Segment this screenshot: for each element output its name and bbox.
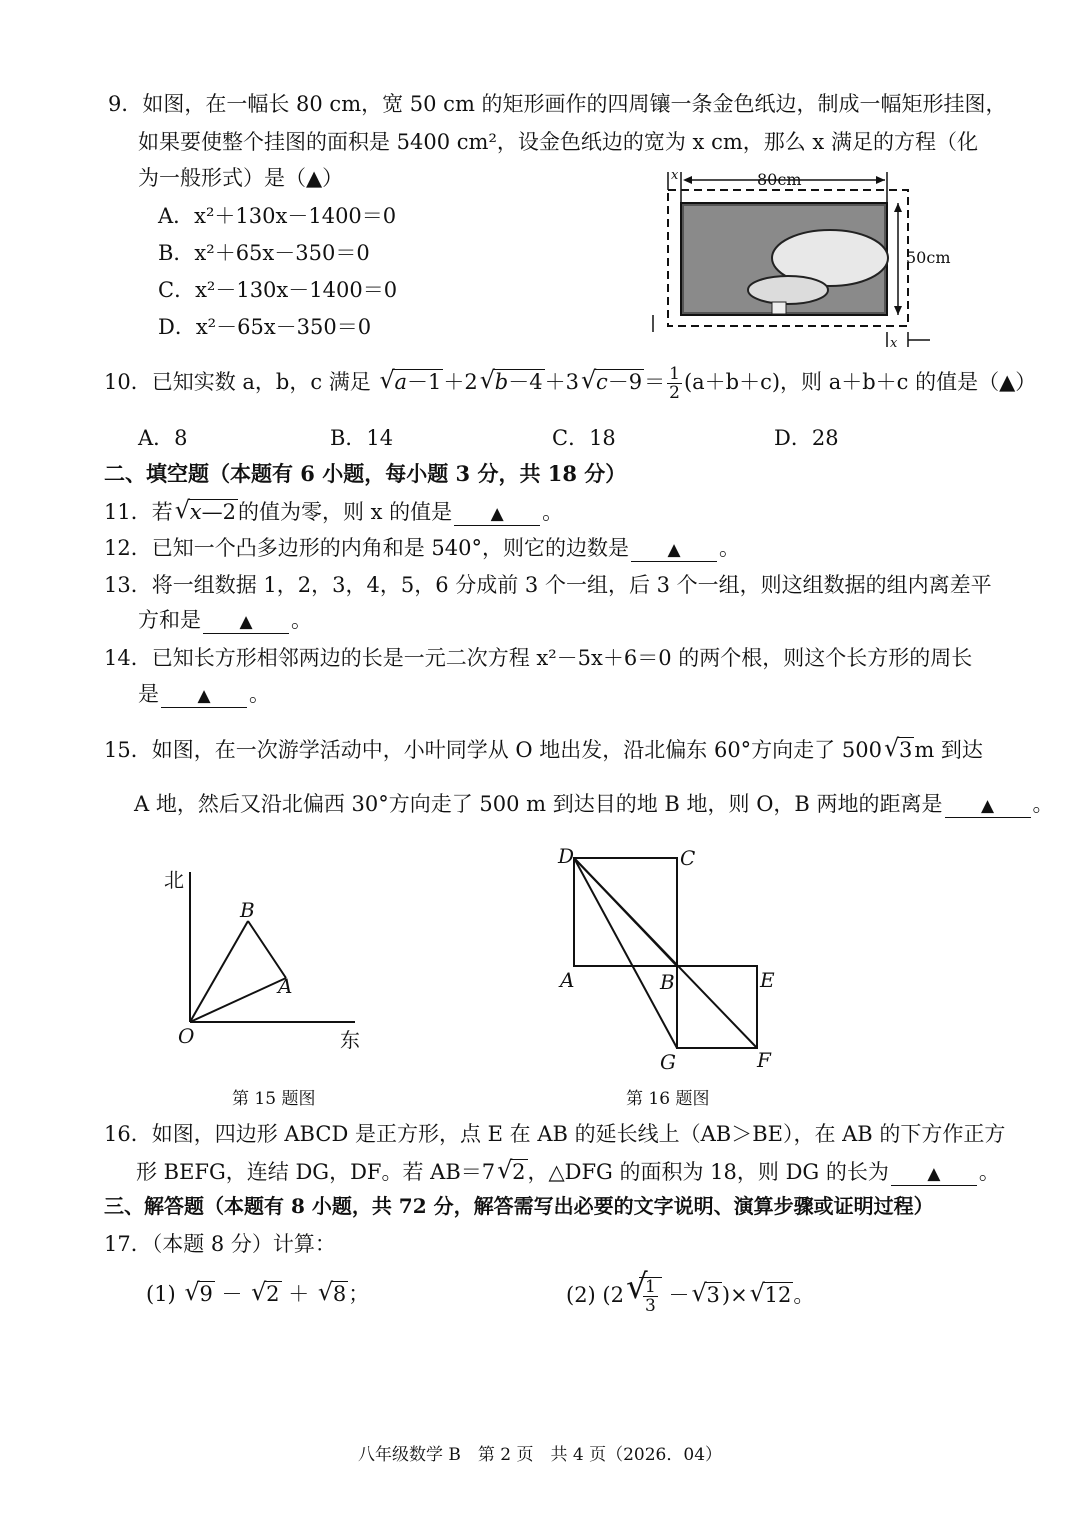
q9-x-label-bottom: x (890, 336, 898, 351)
segment-OB (190, 921, 248, 1022)
q11-prefix: 11．若 (104, 500, 173, 524)
q12-answer-blank[interactable]: ▲ (631, 537, 717, 562)
q17-title: 17．（本题 8 分）计算： (104, 1232, 336, 1256)
q13-line1: 13．将一组数据 1，2，3，4，5，6 分成前 3 个一组，后 3 个一组，则这组数据的组内离差平 (104, 573, 992, 597)
q13-answer-blank[interactable]: ▲ (203, 609, 289, 634)
q10-option-d: D．28 (774, 426, 839, 450)
q9-x-label-top: x (671, 168, 679, 183)
q11: 11．若 √ x—2的值为零，则 x 的值是 ▲ 。 (104, 496, 564, 524)
point-A-label: A (278, 974, 293, 998)
figure-16-caption: 第 16 题图 (626, 1089, 710, 1109)
q10-stem: 10．已知实数 a，b，c 满足 √ a－1＋2 √ b－4＋3 √ c－9＝ $\frac{1}{2}$ (a＋b＋c)，则 a＋b＋c 的值是（▲） (104, 364, 1037, 403)
east-label: 东 (340, 1028, 360, 1052)
mushroom-stem (772, 302, 786, 314)
section-3-heading: 三、解答题（本题有 8 小题，共 72 分，解答需写出必要的文字说明、演算步骤或证明过程） (104, 1194, 934, 1218)
q14-line2: 是 ▲ 。 (138, 682, 270, 706)
sqrt-2: √ 2 (497, 1156, 526, 1184)
q10-suffix: (a＋b＋c)，则 a＋b＋c 的值是（▲） (683, 370, 1037, 394)
q9-line2: 如果要使整个挂图的面积是 5400 cm²，设金色纸边的宽为 x cm，那么 x 满足的方程（化 (138, 130, 978, 154)
segment-AB (248, 921, 286, 978)
point-C-label: C (680, 846, 696, 870)
point-F-label: F (757, 1048, 771, 1072)
q12: 12．已知一个凸多边形的内角和是 540°，则它的边数是 ▲ 。 (104, 536, 740, 560)
q9-figure-svg (640, 162, 940, 352)
sqrt-3: √ 3 (883, 734, 913, 762)
sqrt-b-minus-4: √ b－4 (479, 366, 543, 394)
q15-line1: 15．如图，在一次游学活动中，小叶同学从 O 地出发，沿北偏东 60°方向走了 500 √ 3m 到达 (104, 734, 983, 762)
q15-answer-blank[interactable]: ▲ (945, 793, 1031, 818)
point-D-label: D (558, 844, 575, 868)
q14-line1: 14．已知长方形相邻两边的长是一元二次方程 x²－5x＋6＝0 的两个根，则这个长方形的周长 (104, 646, 973, 670)
sqrt-x-minus-2: √ x—2 (174, 496, 236, 524)
q9-height-label: 50cm (906, 248, 951, 267)
q17-part2: (2) (2 √ $\frac{1}{3}$ － √ 3)× √ 12。 (566, 1267, 815, 1316)
page-footer: 八年级数学 B 第 2 页 共 4 页（2026．04） (357, 1445, 723, 1465)
q12-text: 12．已知一个凸多边形的内角和是 540°，则它的边数是 (104, 536, 629, 560)
q10-option-b: B．14 (330, 426, 394, 450)
q9-option-c: C．x²－130x－1400＝0 (158, 278, 398, 302)
q9-line1: 9．如图，在一幅长 80 cm，宽 50 cm 的矩形画作的四周镶一条金色纸边，制成一幅矩形挂图， (108, 92, 1007, 116)
q16-answer-blank[interactable]: ▲ (891, 1161, 977, 1186)
q9-option-d: D．x²－65x－350＝0 (158, 315, 372, 339)
north-label: 北 (164, 868, 184, 892)
q9-line3: 为一般形式）是（▲） (138, 166, 344, 190)
figure-16-svg (550, 840, 810, 1080)
q16-line2: 形 BEFG，连结 DG，DF。若 AB＝7 √ 2，△DFG 的面积为 18，则 DG 的长为 ▲ 。 (136, 1156, 1000, 1184)
mushroom-cap-small (748, 276, 828, 304)
q9-option-b: B．x²＋65x－350＝0 (158, 241, 370, 265)
q9-width-label: 80cm (757, 170, 802, 189)
q13-line2: 方和是 ▲ 。 (138, 608, 312, 632)
point-B-label: B (240, 898, 255, 922)
q11-suffix: 的值为零，则 x 的值是 (237, 500, 453, 524)
segment-DG (574, 858, 677, 1048)
point-O-label: O (178, 1024, 195, 1048)
figure-16 (550, 840, 810, 1080)
q9-option-a: A．x²＋130x－1400＝0 (158, 204, 397, 228)
q10-option-c: C．18 (552, 426, 616, 450)
segment-DB (574, 858, 677, 966)
q10-option-a: A．8 (138, 426, 188, 450)
segment-OA (190, 978, 286, 1022)
point-A-label-16: A (560, 968, 575, 992)
sqrt-a-minus-1: √ a－1 (379, 366, 442, 394)
frac-one-half: $\frac{1}{2}$ (669, 364, 680, 403)
point-E-label: E (760, 968, 775, 992)
q9-figure (640, 162, 951, 352)
section-2-heading: 二、填空题（本题有 6 小题，每小题 3 分，共 18 分） (104, 461, 627, 486)
q15-line2: A 地，然后又沿北偏西 30°方向走了 500 m 到达目的地 B 地，则 O，B 两地的距离是 ▲ 。 (134, 792, 1054, 816)
q16-line1: 16．如图，四边形 ABCD 是正方形，点 E 在 AB 的延长线上（AB＞BE），在 AB 的下方作正方 (104, 1122, 1006, 1146)
figure-15-caption: 第 15 题图 (232, 1089, 316, 1109)
point-B-label-16: B (660, 970, 675, 994)
q11-answer-blank[interactable]: ▲ (454, 501, 540, 526)
q10-prefix: 10．已知实数 a，b，c 满足 (104, 370, 371, 394)
point-G-label: G (660, 1050, 676, 1074)
q17-part1: (1) √ 9 － √ 2 ＋ √ 8； (146, 1278, 370, 1306)
figure-15 (150, 850, 390, 1060)
sqrt-c-minus-9: √ c－9 (580, 366, 643, 394)
q14-answer-blank[interactable]: ▲ (161, 683, 247, 708)
